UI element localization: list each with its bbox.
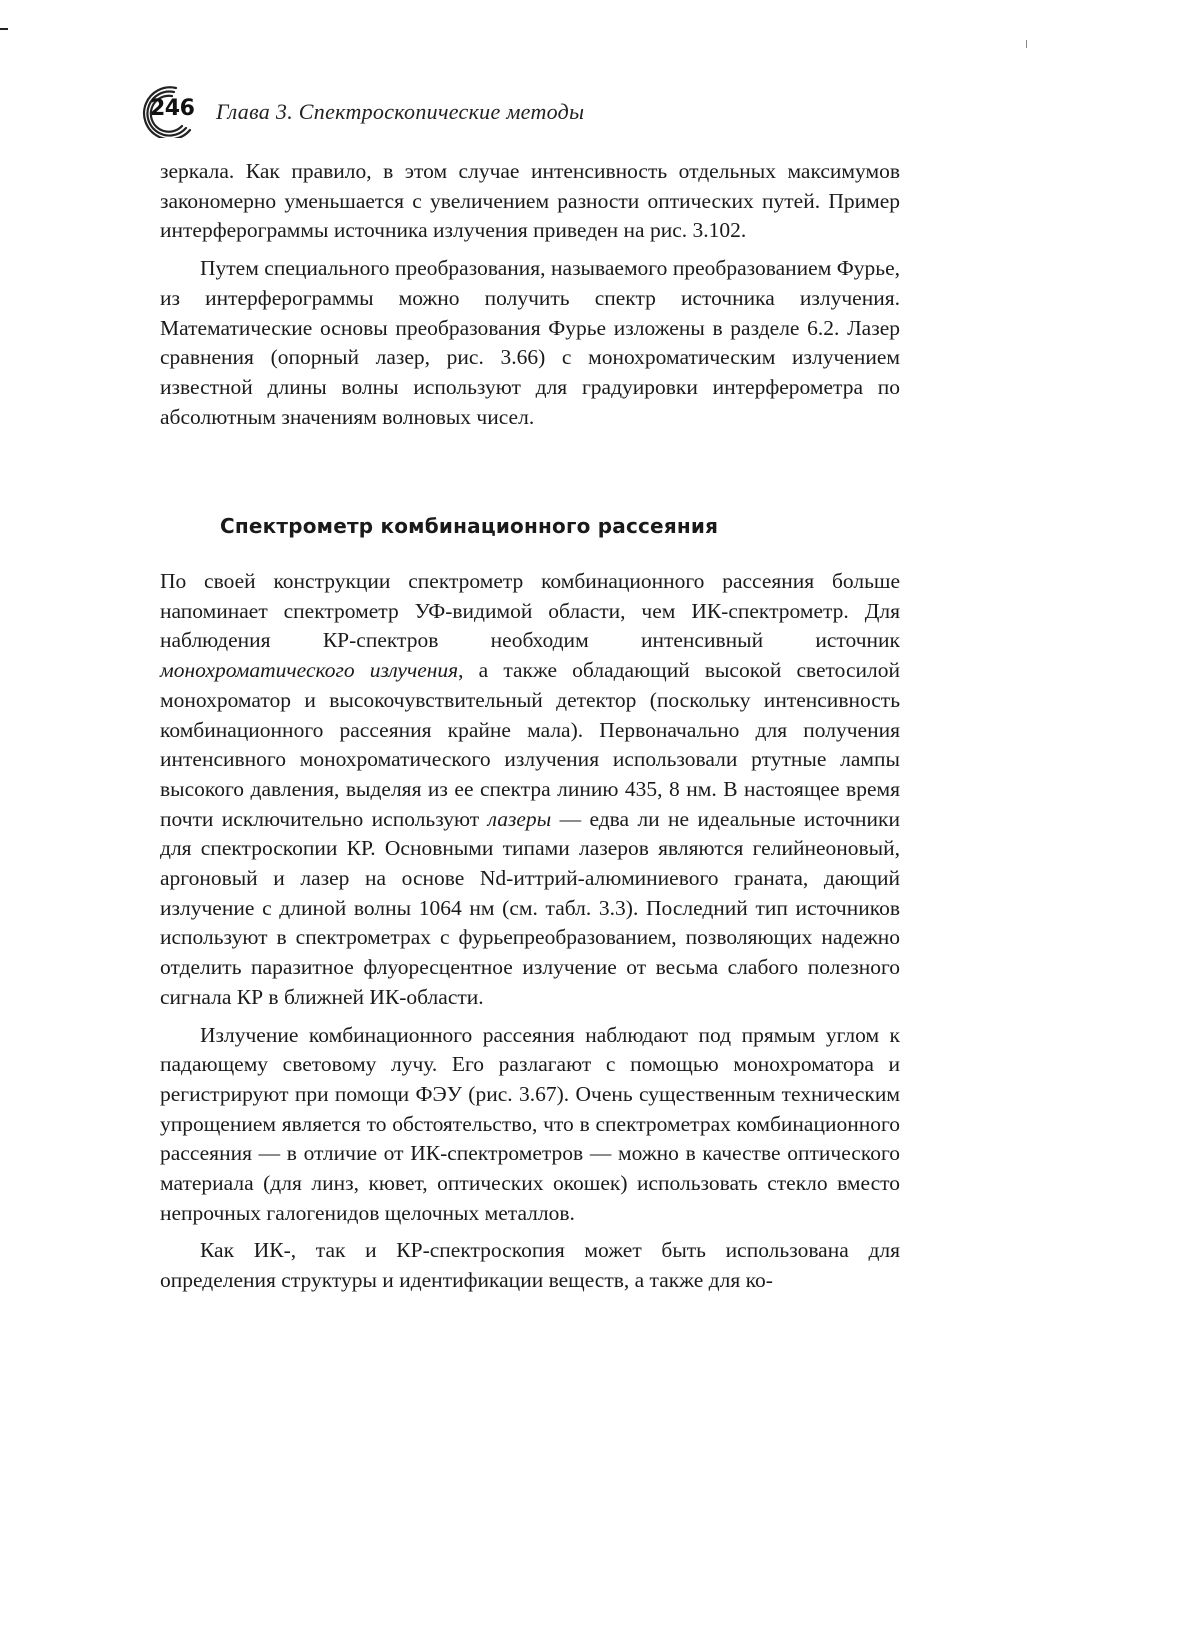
text-run: По своей конструкции спектрометр комбинационного рассеяния больше напоминает спектрометр УФ-видимой области, чем ИК-спектрометр. Для наблюдения КР-спектров необходим интенсивный источник [160,569,900,653]
paragraph [160,567,900,1013]
text-run: — едва ли не идеальные источники для спектроскопии КР. Основными типами лазеров являются гелийнеоновый, аргоновый и лазер на основе Nd-иттрий-алюминиевого граната, дающий излучение с длиной волны 1064 нм (см. табл. 3.3). Последний тип источников используют в спектрометрах с фурьепреобразованием, позволяющих надежно отделить паразитное флуоресцентное излучение от весьма слабого полезного сигнала КР в ближней ИК-области. [160,806,900,1009]
chapter-title: Глава 3. Спектроскопические методы [216,99,585,124]
running-head [132,82,584,138]
section-heading: Спектрометр комбинационного рассеяния [220,514,719,538]
emphasis: лазеры [487,806,552,831]
scan-mark-left [0,28,8,30]
section-text [160,567,900,1296]
paragraph: зеркала. Как правило, в этом случае интенсивность отдельных максимумов закономерно уменьшается с увеличением разности оптических путей. Пример интерферограммы источника излучения приведен на рис. 3.102. [160,159,900,243]
chapter-logo [132,82,196,138]
intro-text [160,157,900,432]
paragraph: Излучение комбинационного рассеяния наблюдают под прямым углом к падающему световому лучу. Его разлагают с помощью монохроматора и регистрируют при помощи ФЭУ (рис. 3.67). Очень существенным техническим упрощением является то обстоятельство, что в спектрометрах комбинационного рассеяния — в отличие от ИК-спектрометров — можно в качестве оптического материала (для линз, кювет, оптических окошек) использовать стекло вместо непрочных галогенидов щелочных металлов. [160,1022,900,1225]
emphasis: монохроматического излучения [160,658,459,683]
page-number: 246 [150,96,195,121]
paragraph: Как ИК-, так и КР-спектроскопия может быть использована для определения структуры и идентификации веществ, а также для ко- [160,1238,900,1293]
text-run: , а также обладающий высокой светосилой монохроматор и высокочувствительный детектор (поскольку интенсивность комбинационного рассеяния крайне мала). Первоначально для получения интенсивного монохроматического излучения использовали ртутные лампы высокого давления, выделяя из ее спектра линию 435, 8 нм. В настоящее время почти исключительно используют [160,658,900,831]
paragraph: Путем специального преобразования, называемого преобразованием Фурье, из интерферограммы можно получить спектр источника излучения. Математические основы преобразования Фурье изложены в разделе 6.2. Лазер сравнения (опорный лазер, рис. 3.66) с монохроматическим излучением известной длины волны используют для градуировки интерферометра по абсолютным значениям волновых чисел. [160,256,900,429]
scan-mark-right [1026,40,1027,48]
